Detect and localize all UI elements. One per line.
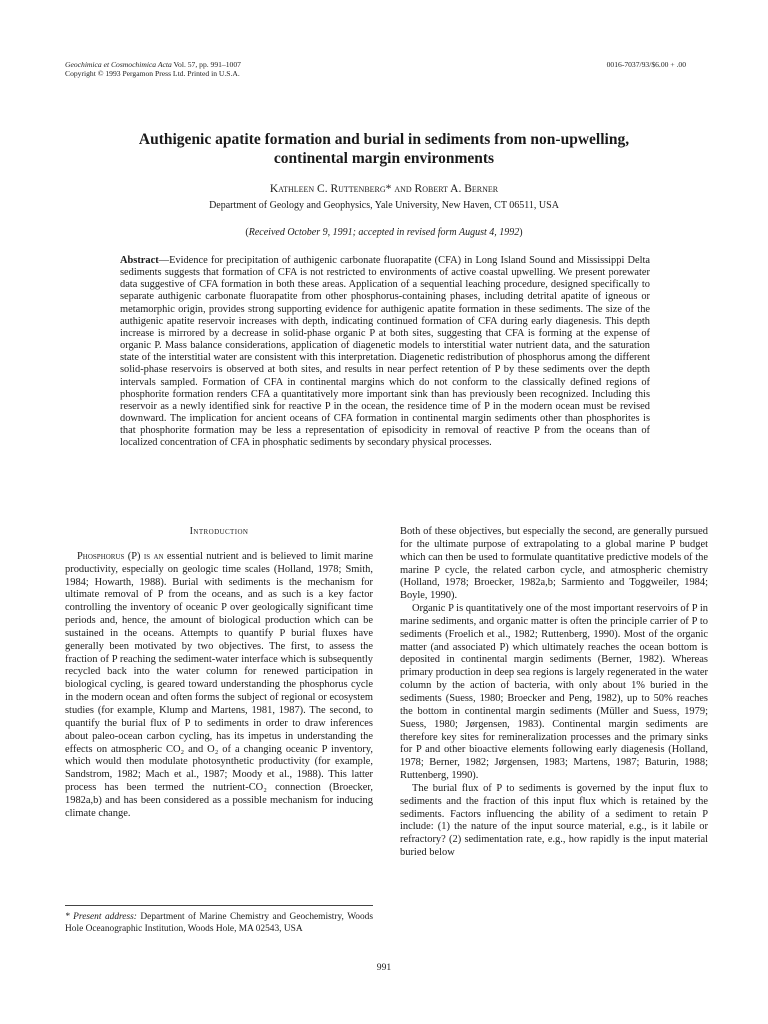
title-line-2: continental margin environments bbox=[273, 150, 495, 167]
author-line bbox=[80, 183, 688, 195]
intro-paragraph-1 bbox=[65, 551, 373, 821]
title-line-1: Authigenic apatite formation and burial in sediments from non-upwelling, bbox=[138, 131, 630, 148]
author-conjunction: and bbox=[391, 183, 415, 195]
article-title bbox=[80, 130, 688, 168]
abstract bbox=[120, 255, 650, 450]
page-number: 991 bbox=[376, 962, 392, 973]
received-text: Received October 9, 1991; accepted in revised form August 4, 1992 bbox=[248, 227, 520, 238]
received-open-paren: ( bbox=[245, 227, 249, 238]
author-1: Kathleen C. Ruttenberg* bbox=[269, 183, 392, 195]
footnote-label: * Present address: bbox=[65, 912, 137, 922]
received-dates bbox=[80, 227, 688, 238]
issn-code: 0016-7037/93/$6.00 + .00 bbox=[606, 60, 686, 69]
journal-name: Geochimica et Cosmochimica Acta bbox=[65, 60, 172, 69]
affiliation: Department of Geology and Geophysics, Yale University, New Haven, CT 06511, USA bbox=[209, 200, 559, 211]
footnote-rule bbox=[65, 905, 373, 906]
journal-citation bbox=[65, 60, 241, 78]
right-paragraph-3: The burial flux of P to sediments is governed by the input flux to sediments and the fraction of this input flux which is retained by the sediments. Factors influencing the ability of a sediment to retain P include: (1) the nature of the input source material, e.g., is it labile or refractory? (2) sedimentation rate, e.g., how rapidly is the input material buried below bbox=[400, 782, 708, 859]
journal-volume: Vol. 57, pp. 991–1007 bbox=[171, 60, 241, 69]
intro-lead-words: Phosphorus (P) is an bbox=[77, 550, 164, 562]
abstract-text: —Evidence for precipitation of authigenic carbonate fluorapatite (CFA) in Long Island Sound and Mississippi Delta sediments suggests that formation of CFA is not restricted to environments of active coastal upwelling. We present porewater data suggestive of CFA formation in both these areas. Application of a sequential leaching procedure, designed specifically to separate authigenic carbonate fluorapatite from other phosphorus-containing phases, including detrital apatite of igneous or metamorphic origin, provides strong supporting evidence for authigenic apatite formation in these sediments. The size of the authigenic apatite reservoir increases with depth, indicating continued formation of CFA during early diagenesis. This depth increase is mirrored by a decrease in solid-phase organic P at both sites, suggesting that CFA is forming at the expense of organic P. Mass balance considerations, application of diagenetic models to interstitial water nutrient data, and the saturation state of the interstitial water are consistent with this interpretation. Diagenetic redistribution of phosphorus among the different solid-phase reservoirs is observed at both sites, and results in near perfect retention of P by these sediments over the depth intervals sampled. Formation of CFA in continental margins which do not conform to the classically defined regions of phosphorite formation renders CFA a quantitatively more important sink than has previously been recognized. Including this reservoir as a newly identified sink for reactive P in the ocean, the residence time of P in the modern ocean must be revised downward. The implication for ancient oceans of CFA formation in continental margin sediments other than phosphorites is that phosphorite formation may be less a representation of episodicity in removal of reactive P from the oceans than of localized concentration of CFA in phosphatic sediments by secondary physical processes. bbox=[120, 255, 650, 449]
section-heading-introduction: Introduction bbox=[189, 526, 249, 537]
intro-paragraph-1-text: essential nutrient and is believed to limit marine productivity, especially on geologic time scales (Holland, 1978; Smith, 1984; Howarth, 1988). Burial with sediments is the mechanism for ultimate removal of P from the oceans, and as such is a key factor controlling the inventory of oceanic P over geologically significant time periods and, hence, the amount of biological production which can be sustained in the oceans. Attempts to quantify P burial fluxes have generally been motivated by two objectives. The first, to assess the fraction of P reaching the sediment-water interface which is subsequently recycled back into the water column for renewed participation in biological cycling, is geared toward understanding the phosphorus cycle in the modern ocean and often forms the subject of regional or ecosystem studies (for example, Klump and Martens, 1981, 1987). The second, to quantify the burial flux of P to sediments in order to draw inferences about paleo-ocean carbon cycling, has its impetus in understanding the effects on atmospheric CO₂ and O₂ of a changing oceanic P inventory, which would then modulate photosynthetic productivity (for example, Sandstrom, 1982; Mach et al., 1987; Moody et al., 1988). This latter process has been termed the nutrient-CO₂ connection (Broecker, 1982a,b) and has been considered as a possible mechanism for inducing climate change. bbox=[65, 550, 373, 819]
footnote-text: Department of Marine Chemistry and Geochemistry, Woods Hole Oceanographic Institution, Woods Hole, MA 02543, USA bbox=[65, 912, 373, 934]
right-paragraph-2: Organic P is quantitatively one of the most important reservoirs of P in marine sediments, and organic matter is often the principle carrier of P to sediments (Froelich et al., 1982; Ruttenberg, 1990). Most of the organic matter (and associated P) which ultimately reaches the ocean bottom is deposited in continental margin sediments (Berner, 1982). Whereas primary production in deep sea regions is largely regenerated in the water column by the action of bacteria, with only about 1% buried in the sediments (Suess, 1980; Broecker and Peng, 1982), up to 50% reaches the bottom in continental margin sediments (Müller and Suess, 1979; Suess, 1980; Jørgensen, 1983). Continental margin sediments are therefore key sites for remineralization processes and the primary sinks for P and other bioactive elements following early diagenesis (Holland, 1978; Berner, 1982; Jørgensen, 1983; Martens, 1987; Baturin, 1988; Ruttenberg, 1990). bbox=[400, 603, 708, 782]
author-2: Robert A. Berner bbox=[414, 183, 499, 195]
footnote bbox=[65, 912, 373, 935]
left-column bbox=[65, 526, 373, 821]
right-paragraph-1: Both of these objectives, but especially the second, are generally pursued for the ultimate purpose of extrapolating to a global marine P budget which can then be used to formulate quantitative predictive models of the marine P cycle, the related carbon cycle, and atmospheric chemistry (Holland, 1978; Broecker, 1982a,b; Sarmiento and Toggweiler, 1984; Boyle, 1990). bbox=[400, 526, 708, 602]
abstract-lead: Abstract bbox=[120, 255, 159, 266]
right-column bbox=[400, 526, 708, 860]
copyright-line: Copyright © 1993 Pergamon Press Ltd. Printed in U.S.A. bbox=[65, 69, 240, 78]
received-close-paren: ) bbox=[519, 227, 523, 238]
